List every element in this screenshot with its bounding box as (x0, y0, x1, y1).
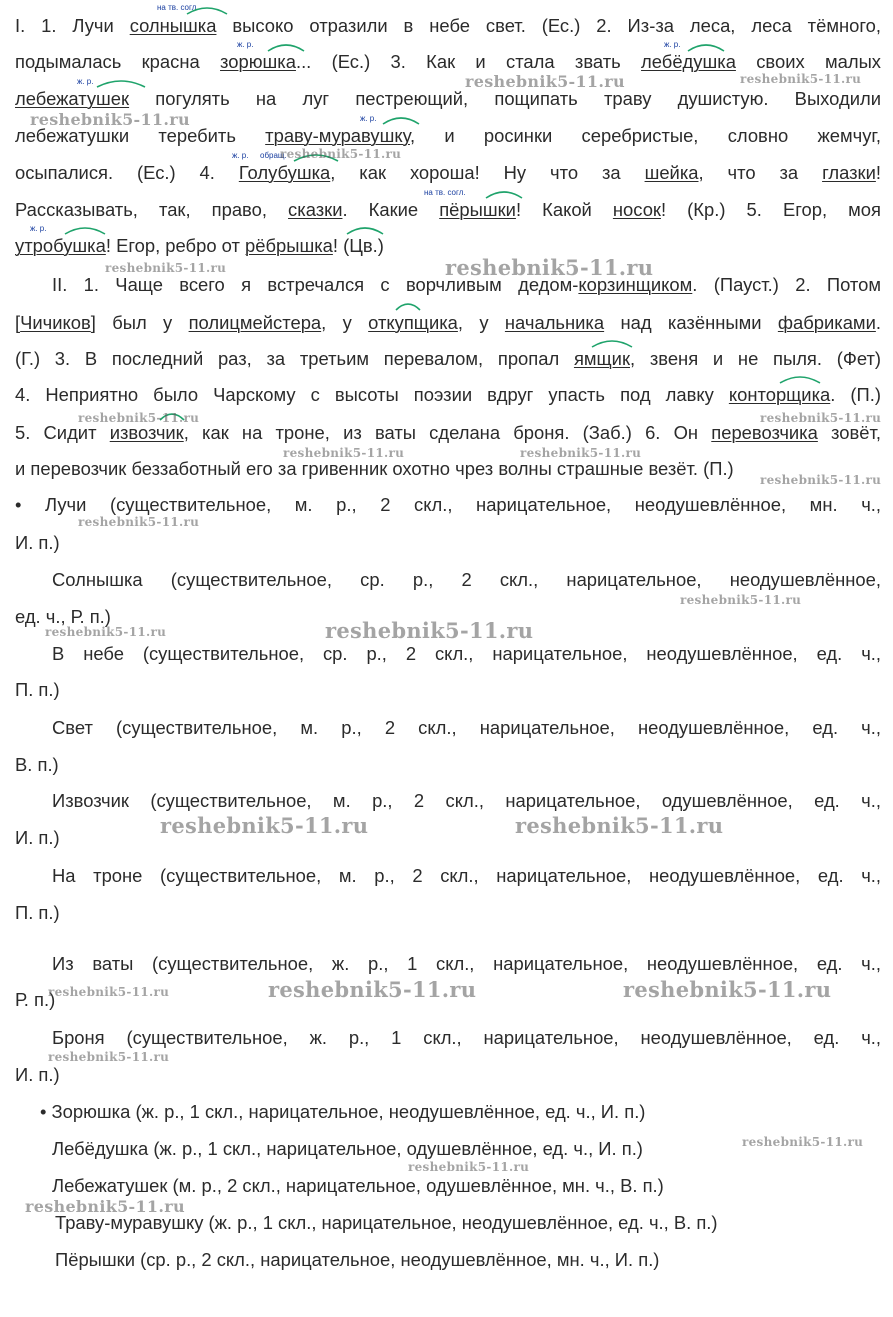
word-perevozchika: перевозчика (711, 422, 818, 443)
watermark: reshebnik5-11.ru (160, 813, 369, 838)
watermark: reshebnik5-11.ru (283, 446, 405, 460)
word-izvozchik: извозчик (109, 422, 184, 443)
part1-line-6: Рассказывать, так, право, сказки. Какие пёрышки! Какой носок! (Кр.) 5. Егор, моя (15, 199, 881, 220)
part2-line-6: и перевозчик беззаботный его за гривенник охотно чрез волны страшные везёт. (П.) (15, 458, 734, 479)
analysis-8a: Броня (существительное, ж. р., 1 скл., нарицательное, неодушевлённое, ед. ч., (52, 1027, 881, 1048)
analysis-2b: ед. ч., Р. п.) (15, 606, 111, 627)
watermark: reshebnik5-11.ru (680, 593, 802, 607)
suffix-arc-icon (63, 224, 107, 236)
watermark: reshebnik5-11.ru (740, 72, 862, 86)
word-skazki: сказки (288, 199, 343, 220)
word-otkupshchika: откупщика (368, 312, 458, 333)
watermark: reshebnik5-11.ru (520, 446, 642, 460)
watermark: reshebnik5-11.ru (760, 411, 882, 425)
part2-line-1: II. 1. Чаще всего я встречался с ворчливым дедом-корзинщиком. (Пауст.) 2. Потом (52, 274, 882, 295)
word-lebyodushka: лебёдушка (641, 51, 736, 72)
suffix-arc-icon (345, 224, 385, 236)
note-feminine: ж. р. (232, 151, 249, 160)
suffix-arc-icon (266, 41, 306, 53)
analysis-5a: Извозчик (существительное, м. р., 2 скл., нарицательное, одушевлённое, ед. ч., (52, 790, 881, 811)
analysis-6a: На троне (существительное, м. р., 2 скл., нарицательное, неодушевлённое, ед. ч., (52, 865, 881, 886)
analysis-5b: И. п.) (15, 827, 60, 848)
note-feminine: ж. р. (237, 40, 254, 49)
watermark: reshebnik5-11.ru (78, 411, 200, 425)
analysis-8b: И. п.) (15, 1064, 60, 1085)
word-peryshki: пёрышки (439, 199, 516, 220)
short-analysis-4: Траву-муравушку (ж. р., 1 скл., нарицательное, неодушевлённое, ед. ч., В. п.) (55, 1212, 718, 1233)
word-zoryushka: зорюшка (220, 51, 296, 72)
part2-line-3: (Г.) 3. В последний раз, за третьим перевалом, пропал ямщик, звеня и не пыля. (Фет) (15, 348, 881, 369)
suffix-arc-icon (95, 77, 147, 89)
analysis-4b: В. п.) (15, 754, 59, 775)
part1-line-7: утробушка! Егор, ребро от рёбрышка! (Цв.) (15, 235, 384, 256)
part2-line-5: 5. Сидит извозчик, как на троне, из ваты сделана броня. (Заб.) 6. Он перевозчика зовёт, (15, 422, 881, 443)
note-soft-consonant: на тв. согл. (424, 188, 466, 197)
word-yamshchik: ямщик (573, 348, 630, 369)
analysis-2a: Солнышка (существительное, ср. р., 2 скл., нарицательное, неодушевлённое, (52, 569, 881, 590)
watermark: reshebnik5-11.ru (105, 261, 227, 275)
watermark: reshebnik5-11.ru (78, 515, 200, 529)
word-politsmeystera: полицмейстера (188, 312, 322, 333)
part1-line-4: лебежатушки теребить траву-муравушку, и росинки серебристые, словно жемчуг, (15, 125, 881, 146)
word-ryobryshka: рёбрышка (245, 235, 333, 256)
analysis-4a: Свет (существительное, м. р., 2 скл., нарицательное, неодушевлённое, ед. ч., (52, 717, 881, 738)
analysis-3a: В небе (существительное, ср. р., 2 скл., нарицательное, неодушевлённое, ед. ч., (52, 643, 881, 664)
part1-line-5: осыпалися. (Ес.) 4. Голубушка, как хороша! Ну что за шейка, что за глазки! (15, 162, 881, 183)
word-solnyshka: солнышка (129, 15, 217, 36)
suffix-arc-icon (394, 300, 422, 312)
suffix-arc-icon (590, 337, 634, 349)
word-lebezhatushek: лебежатушек (15, 88, 130, 109)
watermark: reshebnik5-11.ru (48, 1050, 170, 1064)
analysis-1a: • Лучи (существительное, м. р., 2 скл., нарицательное, неодушевлённое, мн. ч., (15, 494, 881, 515)
part2-line-2: [Чичиков] был у полицмейстера, у откупщика, у начальника над казёнными фабриками. (15, 312, 881, 333)
note-feminine: ж. р. (664, 40, 681, 49)
word-utrobushka: утробушка (15, 235, 106, 256)
watermark: reshebnik5-11.ru (48, 985, 170, 999)
word-fabrikami: фабриками (777, 312, 876, 333)
suffix-arc-icon (185, 4, 229, 16)
suffix-arc-icon (484, 188, 524, 200)
part1-line-1: I. 1. Лучи солнышка высоко отразили в небе свет. (Ес.) 2. Из-за леса, леса тёмного, (15, 15, 881, 36)
watermark: reshebnik5-11.ru (30, 110, 190, 129)
word-nachalnika: начальника (504, 312, 605, 333)
word-golubushka: Голубушка (238, 162, 331, 183)
word-glazki: глазки (822, 162, 876, 183)
suffix-arc-icon (778, 373, 822, 385)
short-analysis-3: Лебежатушек (м. р., 2 скл., нарицательное, одушевлённое, мн. ч., В. п.) (52, 1175, 664, 1196)
word-travu-muravushku: траву-муравушку (265, 125, 410, 146)
word-nosok: носок (612, 199, 661, 220)
watermark: reshebnik5-11.ru (25, 1197, 185, 1216)
analysis-7a: Из ваты (существительное, ж. р., 1 скл., нарицательное, неодушевлённое, ед. ч., (52, 953, 881, 974)
word-sheyka: шейка (644, 162, 699, 183)
watermark: reshebnik5-11.ru (445, 255, 654, 280)
suffix-arc-icon (381, 114, 421, 126)
analysis-1b: И. п.) (15, 532, 60, 553)
analysis-7b: Р. п.) (15, 989, 56, 1010)
note-feminine: ж. р. (360, 114, 377, 123)
note-feminine: ж. р. (77, 77, 94, 86)
watermark: reshebnik5-11.ru (325, 618, 534, 643)
note-feminine: ж. р. (30, 224, 47, 233)
watermark: reshebnik5-11.ru (742, 1135, 864, 1149)
word-korzinshchikom: корзинщиком (578, 274, 693, 295)
word-chichikov: Чичиков (20, 312, 91, 333)
part1-line-2: подымалась красна зорюшка... (Ес.) 3. Как и стала звать лебёдушка своих малых (15, 51, 881, 72)
watermark: reshebnik5-11.ru (760, 473, 882, 487)
short-analysis-2: Лебёдушка (ж. р., 1 скл., нарицательное, одушевлённое, ед. ч., И. п.) (52, 1138, 643, 1159)
watermark: reshebnik5-11.ru (408, 1160, 530, 1174)
part1-line-3: лебежатушек погулять на луг пестреющий, пощипать траву душистую. Выходили (15, 88, 881, 109)
analysis-6b: П. п.) (15, 902, 60, 923)
watermark: reshebnik5-11.ru (465, 72, 625, 91)
short-analysis-5: Пёрышки (ср. р., 2 скл., нарицательное, неодушевлённое, мн. ч., И. п.) (55, 1249, 660, 1270)
word-kontorshchika: конторщика (728, 384, 831, 405)
note-soft-consonant: на тв. согл. (157, 3, 199, 12)
watermark: reshebnik5-11.ru (45, 625, 167, 639)
suffix-arc-icon (686, 41, 726, 53)
watermark: reshebnik5-11.ru (280, 147, 402, 161)
watermark: reshebnik5-11.ru (515, 813, 724, 838)
short-analysis-1: • Зорюшка (ж. р., 1 скл., нарицательное, неодушевлённое, ед. ч., И. п.) (40, 1101, 646, 1122)
note-address: обращ. (260, 151, 287, 160)
watermark: reshebnik5-11.ru (623, 977, 832, 1002)
watermark: reshebnik5-11.ru (268, 977, 477, 1002)
part2-line-4: 4. Неприятно было Чарскому с высоты поэзии вдруг упасть под лавку конторщика. (П.) (15, 384, 882, 405)
analysis-3b: П. п.) (15, 679, 60, 700)
